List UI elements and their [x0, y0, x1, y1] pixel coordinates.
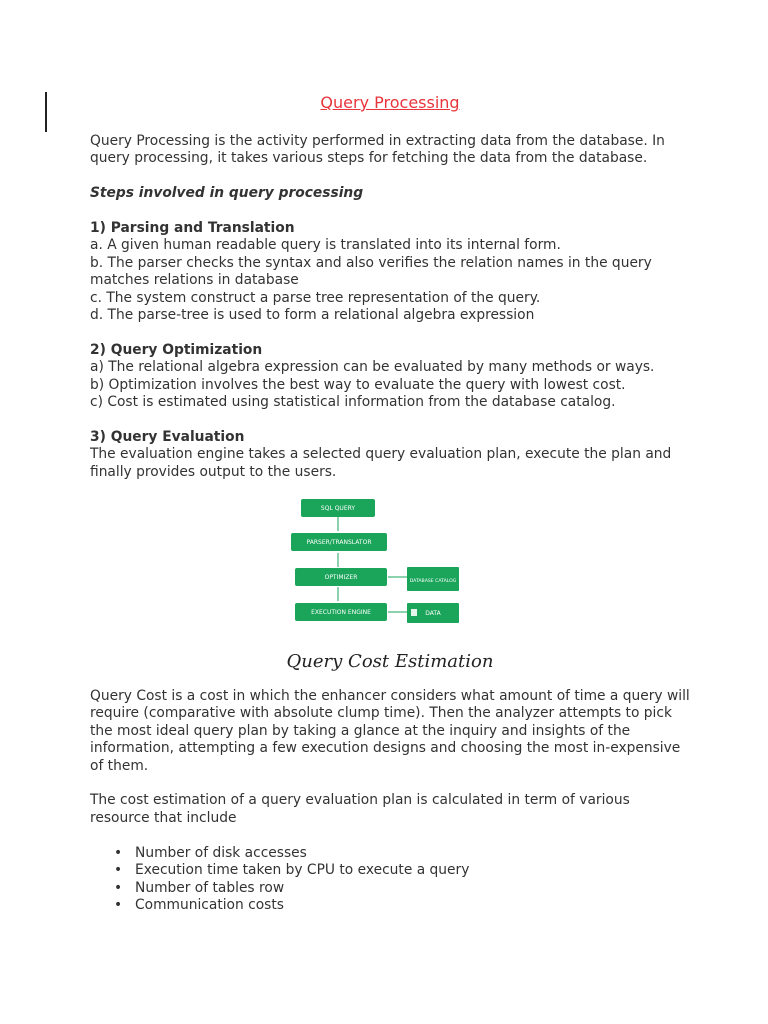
diagram-label-execution-engine: EXECUTION ENGINE — [311, 609, 371, 617]
cost-paragraph-2: The cost estimation of a query evaluation plan is calculated in term of various resource that include — [90, 792, 630, 826]
section-2-heading: 2) Query Optimization — [90, 341, 263, 358]
list-item: • Number of disk accesses — [135, 845, 690, 862]
resource-list — [90, 845, 690, 915]
text-cursor — [45, 92, 47, 132]
document-page — [90, 92, 690, 914]
page-title: Query Processing — [320, 93, 460, 112]
diagram-label-database-catalog: DATABASE CATALOG — [409, 579, 457, 585]
section-1-line-d: d. The parse-tree is used to form a relational algebra expression — [90, 307, 535, 324]
list-item: • Execution time taken by CPU to execute a query — [135, 862, 690, 879]
section-2-line-c: c) Cost is estimated using statistical information from the database catalog. — [90, 394, 616, 411]
diagram-data-icon — [411, 609, 417, 616]
diagram-label-sql-query: SQL QUERY — [320, 505, 356, 513]
diagram-label-optimizer: OPTIMIZER — [324, 574, 358, 582]
section-1-line-b: b. The parser checks the syntax and also verifies the relation names in the query matches relations in database — [90, 254, 652, 289]
steps-heading: Steps involved in query processing — [90, 185, 364, 202]
query-processing-diagram — [90, 491, 690, 641]
diagram-label-data: DATA — [425, 610, 441, 618]
section-2-line-a: a) The relational algebra expression can be evaluated by many methods or ways. — [90, 359, 655, 376]
section-3-heading: 3) Query Evaluation — [90, 428, 245, 445]
section-1-heading: 1) Parsing and Translation — [90, 220, 295, 236]
section-2-line-b: b) Optimization involves the best way to evaluate the query with lowest cost. — [90, 376, 626, 393]
section-1-line-c: c. The system construct a parse tree representation of the query. — [90, 289, 541, 306]
list-item: • Number of tables row — [135, 880, 690, 897]
section-1-line-a: a. A given human readable query is translated into its internal form. — [90, 237, 561, 254]
cost-estimation-heading: Query Cost Estimation — [286, 651, 494, 673]
cost-paragraph-1: Query Cost is a cost in which the enhancer considers what amount of time a query will require (comparative with absolute clump time). Then the analyzer attempts to pick the most ideal query plan by taking a glance at the inquiry and insights of the information, attempting a few execution designs and choosing the most in-expensive of them. — [90, 688, 690, 774]
intro-paragraph: Query Processing is the activity performed in extracting data from the database. In query processing, it takes various steps for fetching the data from the database. — [90, 133, 665, 167]
diagram-label-parser: PARSER/TRANSLATOR — [306, 539, 372, 547]
list-item: • Communication costs — [135, 897, 690, 914]
section-3-line: The evaluation engine takes a selected query evaluation plan, execute the plan and finally provides output to the users. — [90, 446, 672, 480]
